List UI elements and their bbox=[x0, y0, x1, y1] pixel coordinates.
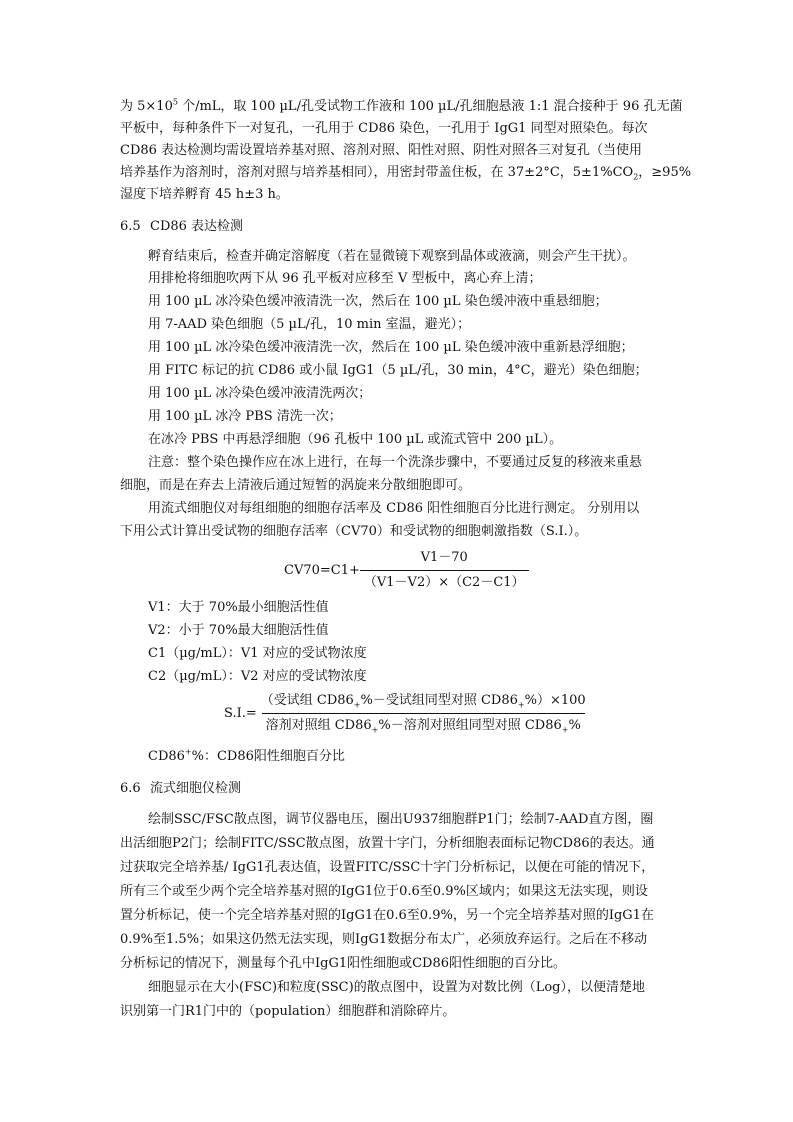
cv70-denominator: （V1－V2）×（C2－C1） bbox=[360, 570, 529, 592]
step-line: 用 100 µL 冰冷染色缓冲液清洗一次，然后在 100 µL 染色缓冲液中重悬细胞； bbox=[148, 294, 608, 309]
section-heading-6-6 bbox=[120, 778, 241, 800]
step-line: 用排枪将细胞吹两下从 96 孔平板对应移至 V 型板中，离心弃上清； bbox=[148, 271, 542, 286]
flow-para-line: 过获取完全培养基/ IgG1孔表达值，设置FITC/SSC十字门分析标记，以便在可能的情况下， bbox=[120, 860, 655, 875]
cv70-lhs: CV70=C1+ bbox=[284, 563, 360, 578]
flow-para-line: 识别第一门R1门中的（population）细胞群和消除碎片。 bbox=[120, 1004, 456, 1019]
intro-line-2: 平板中，每种条件下一对复孔，一孔用于 CD86 染色，一孔用于 IgG1 同型对照染色。每次 bbox=[120, 121, 648, 136]
si-lhs: S.I.= bbox=[224, 706, 257, 721]
calc-line-2: 下用公式计算出受试物的细胞存活率（CV70）和受试物的细胞刺激指数（S.I.）。 bbox=[120, 524, 588, 539]
cv70-numerator: V1－70 bbox=[420, 550, 468, 565]
section-heading-6-5 bbox=[120, 216, 243, 238]
step-line: 在冰冷 PBS 中再悬浮细胞（96 孔板中 100 µL 或流式管中 200 µL）。 bbox=[148, 432, 563, 447]
calc-line-1: 用流式细胞仪对每组细胞的细胞存活率及 CD86 阳性细胞百分比进行测定。 分别用以 bbox=[148, 501, 640, 516]
si-formula bbox=[224, 692, 590, 735]
section-title: 流式细胞仪检测 bbox=[150, 781, 242, 796]
step-line: 孵育结束后，检查并确定溶解度（若在显微镜下观察到晶体或液滴，则会产生干扰）。 bbox=[148, 249, 636, 264]
step-line: 用 FITC 标记的抗 CD86 或小鼠 IgG1（5 µL/孔，30 min，4°C，避光）染色细胞； bbox=[148, 363, 648, 378]
step-line: 用 100 µL 冰冷染色缓冲液清洗一次，然后在 100 µL 染色缓冲液中重新悬浮细胞； bbox=[148, 340, 634, 355]
flow-para-line: 绘制SSC/FSC散点图，调节仪器电压，圈出U937细胞群P1门；绘制7-AAD直方图，圈 bbox=[148, 812, 654, 827]
section-number: 6.5 bbox=[120, 219, 141, 234]
section-title: CD86 表达检测 bbox=[150, 219, 244, 234]
note-line-2: 细胞，而是在弃去上清液后通过短暂的涡旋来分散细胞即可。 bbox=[120, 478, 472, 493]
flow-para-line: 分析标记的情况下，测量每个孔中IgG1阳性细胞或CD86阳性细胞的百分比。 bbox=[120, 956, 567, 971]
definition-line: C2（µg/mL）：V2 对应的受试物浓度 bbox=[148, 669, 367, 684]
intro-line-3: CD86 表达检测均需设置培养基对照、溶剂对照、阳性对照、阴性对照各三对复孔（当使用 bbox=[120, 143, 643, 158]
flow-para-line: 出活细胞P2门；绘制FITC/SSC散点图，放置十字门，分析细胞表面标记物CD86的表达。通 bbox=[120, 836, 655, 851]
intro-line-5: 湿度下培养孵育 45 h±3 h。 bbox=[120, 187, 289, 202]
step-line: 用 100 µL 冰冷染色缓冲液清洗两次； bbox=[148, 386, 372, 401]
note-line-1: 注意：整个染色操作应在冰上进行，在每一个洗涤步骤中，不要通过反复的移液来重悬 bbox=[148, 455, 643, 470]
definition-line: C1（µg/mL）：V1 对应的受试物浓度 bbox=[148, 646, 367, 661]
definition-line: V1：大于 70%最小细胞活性值 bbox=[148, 600, 329, 615]
si-numerator: （受试组 $CD86_+\%-$受试组同型对照 $CD86_+\%)\times 100$ bbox=[260, 693, 586, 710]
section-number: 6.6 bbox=[120, 781, 141, 796]
cd86-definition: CD86+%：CD86阳性细胞百分比 bbox=[148, 747, 345, 764]
definition-line: V2：小于 70%最大细胞活性值 bbox=[148, 623, 329, 638]
step-line: 用 7-AAD 染色细胞（5 µL/孔，10 min 室温，避光）； bbox=[148, 317, 471, 332]
si-denominator: 溶剂对照组 $CD86_+\%-$溶剂对照组同型对照 $CD86_+\%$ bbox=[262, 713, 585, 735]
flow-para-line: 所有三个或至少两个完全培养基对照的IgG1位于0.6至0.9%区域内；如果这无法实现，则设 bbox=[120, 884, 648, 899]
step-line: 用 100 µL 冰冷 PBS 清洗一次； bbox=[148, 409, 342, 424]
flow-para-line: 置分析标记，使一个完全培养基对照的IgG1在0.6至0.9%，另一个完全培养基对照的IgG1在 bbox=[120, 908, 654, 923]
cv70-formula bbox=[284, 549, 529, 592]
intro-line-4: 培养基作为溶剂时，溶剂对照与培养基相同），用密封带盖住板，在 37±2°C，$5\pm 1\%CO_2$，≥95% bbox=[120, 165, 692, 182]
flow-para-line: 细胞显示在大小(FSC)和粒度(SSC)的散点图中，设置为对数比例（Log），以便清楚地 bbox=[148, 980, 645, 995]
flow-para-line: 0.9%至1.5%；如果这仍然无法实现，则IgG1数据分布太广，必须放弃运行。之后在不移动 bbox=[120, 932, 648, 947]
cv70-fraction bbox=[360, 549, 529, 592]
si-fraction bbox=[257, 692, 590, 735]
intro-line-1: 为 $5\times 10^5$ 个/mL，取 100 µL/孔受试物工作液和 100 µL/孔细胞悬液 1:1 混合接种于 96 孔无菌 bbox=[120, 97, 683, 114]
